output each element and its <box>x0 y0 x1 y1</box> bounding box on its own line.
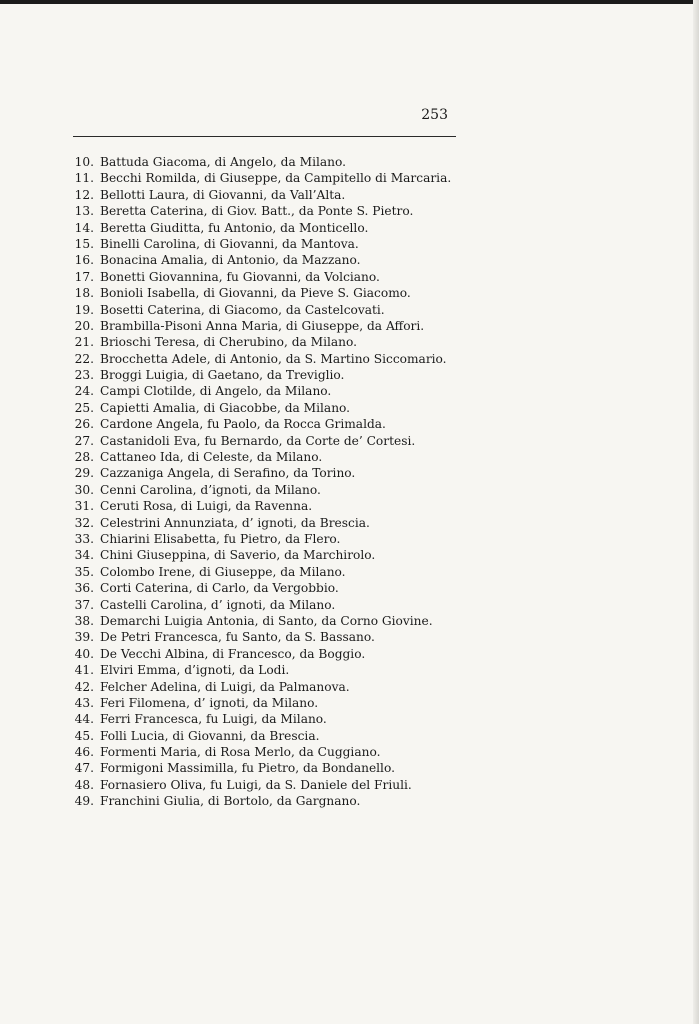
entry-number: 41. <box>74 663 94 678</box>
list-item <box>66 695 456 711</box>
list-item <box>66 597 456 613</box>
entry-number: 29. <box>74 466 94 481</box>
entry-number: 33. <box>74 531 94 546</box>
entry-number: 44. <box>74 712 94 727</box>
entry-text: Castelli Carolina, d’ ignoti, da Milano. <box>100 597 336 612</box>
entry-text: Brioschi Teresa, di Cherubino, da Milano. <box>100 335 358 350</box>
entry-number: 14. <box>74 220 94 235</box>
entry-number: 46. <box>74 745 94 760</box>
entry-text: Castanidoli Eva, fu Bernardo, da Corte de’ Cortesi. <box>100 433 416 448</box>
entry-text: Chiarini Elisabetta, fu Pietro, da Flero. <box>100 531 341 546</box>
entry-number: 23. <box>74 368 94 383</box>
list-item <box>66 433 456 449</box>
entry-text: Ferri Francesca, fu Luigi, da Milano. <box>100 712 327 727</box>
entry-text: Demarchi Luigia Antonia, di Santo, da Corno Giovine. <box>100 613 433 628</box>
entry-number: 19. <box>74 302 94 317</box>
entry-text: Feri Filomena, d’ ignoti, da Milano. <box>100 695 319 710</box>
entry-text: Bosetti Caterina, di Giacomo, da Castelcovati. <box>100 302 385 317</box>
entry-number: 15. <box>74 236 94 251</box>
entry-number: 12. <box>74 187 94 202</box>
list-item <box>66 154 456 170</box>
list-item <box>66 793 456 809</box>
entry-number: 36. <box>74 581 94 596</box>
list-item <box>66 777 456 793</box>
list-item <box>66 252 456 268</box>
list-item <box>66 203 456 219</box>
list-item <box>66 498 456 514</box>
list-item <box>66 318 456 334</box>
list-item <box>66 334 456 350</box>
entry-number: 17. <box>74 269 94 284</box>
entry-text: Campi Clotilde, di Angelo, da Milano. <box>100 384 332 399</box>
entry-number: 25. <box>74 400 94 415</box>
entry-number: 49. <box>74 794 94 809</box>
entry-text: Ceruti Rosa, di Luigi, da Ravenna. <box>100 499 313 514</box>
entry-number: 26. <box>74 417 94 432</box>
entry-text: Bonacina Amalia, di Antonio, da Mazzano. <box>100 253 361 268</box>
entry-text: Capietti Amalia, di Giacobbe, da Milano. <box>100 400 351 415</box>
entry-number: 13. <box>74 204 94 219</box>
list-item <box>66 449 456 465</box>
list-item <box>66 170 456 186</box>
list-item <box>66 285 456 301</box>
entry-text: Cattaneo Ida, di Celeste, da Milano. <box>100 450 323 465</box>
entry-text: Brambilla-Pisoni Anna Maria, di Giuseppe, da Affori. <box>100 318 425 333</box>
list-item <box>66 728 456 744</box>
entry-text: Franchini Giulia, di Bortolo, da Gargnano. <box>100 794 361 809</box>
list-item <box>66 744 456 760</box>
entry-number: 22. <box>74 351 94 366</box>
list-item <box>66 416 456 432</box>
entry-number: 35. <box>74 564 94 579</box>
entry-text: Fornasiero Oliva, fu Luigi, da S. Daniele del Friuli. <box>100 777 412 792</box>
entry-number: 34. <box>74 548 94 563</box>
entry-text: Folli Lucia, di Giovanni, da Brescia. <box>100 728 320 743</box>
page-number: 253 <box>421 107 448 123</box>
entry-number: 21. <box>74 335 94 350</box>
entry-text: Formigoni Massimilla, fu Pietro, da Bondanello. <box>100 761 395 776</box>
entry-text: Bonetti Giovannina, fu Giovanni, da Volciano. <box>100 269 380 284</box>
entry-text: Becchi Romilda, di Giuseppe, da Campitello di Marcaria. <box>100 171 452 186</box>
entry-number: 45. <box>74 728 94 743</box>
entry-text: Beretta Giuditta, fu Antonio, da Monticello. <box>100 220 369 235</box>
list-item <box>66 400 456 416</box>
entry-number: 16. <box>74 253 94 268</box>
entry-number: 37. <box>74 597 94 612</box>
list-item <box>66 367 456 383</box>
entry-number: 11. <box>74 171 94 186</box>
scan-right-edge <box>693 0 699 1024</box>
list-item <box>66 302 456 318</box>
entry-text: Broggi Luigia, di Gaetano, da Treviglio. <box>100 368 345 383</box>
entry-number: 30. <box>74 482 94 497</box>
list-item <box>66 711 456 727</box>
scan-top-border <box>0 0 699 4</box>
entry-text: Cazzaniga Angela, di Serafino, da Torino. <box>100 466 356 481</box>
entry-text: Cardone Angela, fu Paolo, da Rocca Grimalda. <box>100 417 386 432</box>
list-item <box>66 580 456 596</box>
name-list <box>66 154 456 810</box>
entry-text: Celestrini Annunziata, d’ ignoti, da Brescia. <box>100 515 370 530</box>
entry-number: 43. <box>74 695 94 710</box>
entry-text: Chini Giuseppina, di Saverio, da Marchirolo. <box>100 548 376 563</box>
list-item <box>66 646 456 662</box>
entry-number: 42. <box>74 679 94 694</box>
entry-text: Beretta Caterina, di Giov. Batt., da Ponte S. Pietro. <box>100 204 414 219</box>
list-item <box>66 531 456 547</box>
entry-number: 40. <box>74 646 94 661</box>
list-item <box>66 383 456 399</box>
list-item <box>66 629 456 645</box>
entry-number: 31. <box>74 499 94 514</box>
entry-text: Battuda Giacoma, di Angelo, da Milano. <box>100 155 346 169</box>
entry-number: 24. <box>74 384 94 399</box>
header-rule <box>73 136 456 137</box>
entry-text: Bellotti Laura, di Giovanni, da Vall’Alta. <box>100 187 346 202</box>
list-item <box>66 760 456 776</box>
entry-number: 32. <box>74 515 94 530</box>
entry-text: Cenni Carolina, d’ignoti, da Milano. <box>100 482 321 497</box>
list-item <box>66 679 456 695</box>
entry-text: Formenti Maria, di Rosa Merlo, da Cuggiano. <box>100 745 381 760</box>
list-item <box>66 269 456 285</box>
list-item <box>66 662 456 678</box>
entry-number: 39. <box>74 630 94 645</box>
list-item <box>66 236 456 252</box>
list-item <box>66 547 456 563</box>
entry-text: Bonioli Isabella, di Giovanni, da Pieve S. Giacomo. <box>100 286 411 301</box>
list-item <box>66 351 456 367</box>
list-item <box>66 515 456 531</box>
entry-number: 28. <box>74 450 94 465</box>
entry-text: De Petri Francesca, fu Santo, da S. Bassano. <box>100 630 375 645</box>
list-item <box>66 220 456 236</box>
entry-number: 38. <box>74 613 94 628</box>
entry-text: Colombo Irene, di Giuseppe, da Milano. <box>100 564 346 579</box>
entry-number: 27. <box>74 433 94 448</box>
entry-text: De Vecchi Albina, di Francesco, da Boggio. <box>100 646 366 661</box>
list-item <box>66 187 456 203</box>
entry-number: 47. <box>74 761 94 776</box>
entry-number: 48. <box>74 777 94 792</box>
entry-number: 10. <box>74 155 94 169</box>
list-item <box>66 564 456 580</box>
list-item <box>66 465 456 481</box>
entry-text: Corti Caterina, di Carlo, da Vergobbio. <box>100 581 339 596</box>
list-item <box>66 482 456 498</box>
entry-text: Felcher Adelina, di Luigi, da Palmanova. <box>100 679 350 694</box>
entry-text: Brocchetta Adele, di Antonio, da S. Martino Siccomario. <box>100 351 447 366</box>
entry-text: Elviri Emma, d’ignoti, da Lodi. <box>100 663 290 678</box>
entry-text: Binelli Carolina, di Giovanni, da Mantova. <box>100 236 359 251</box>
entry-number: 20. <box>74 318 94 333</box>
entry-number: 18. <box>74 286 94 301</box>
list-item <box>66 613 456 629</box>
